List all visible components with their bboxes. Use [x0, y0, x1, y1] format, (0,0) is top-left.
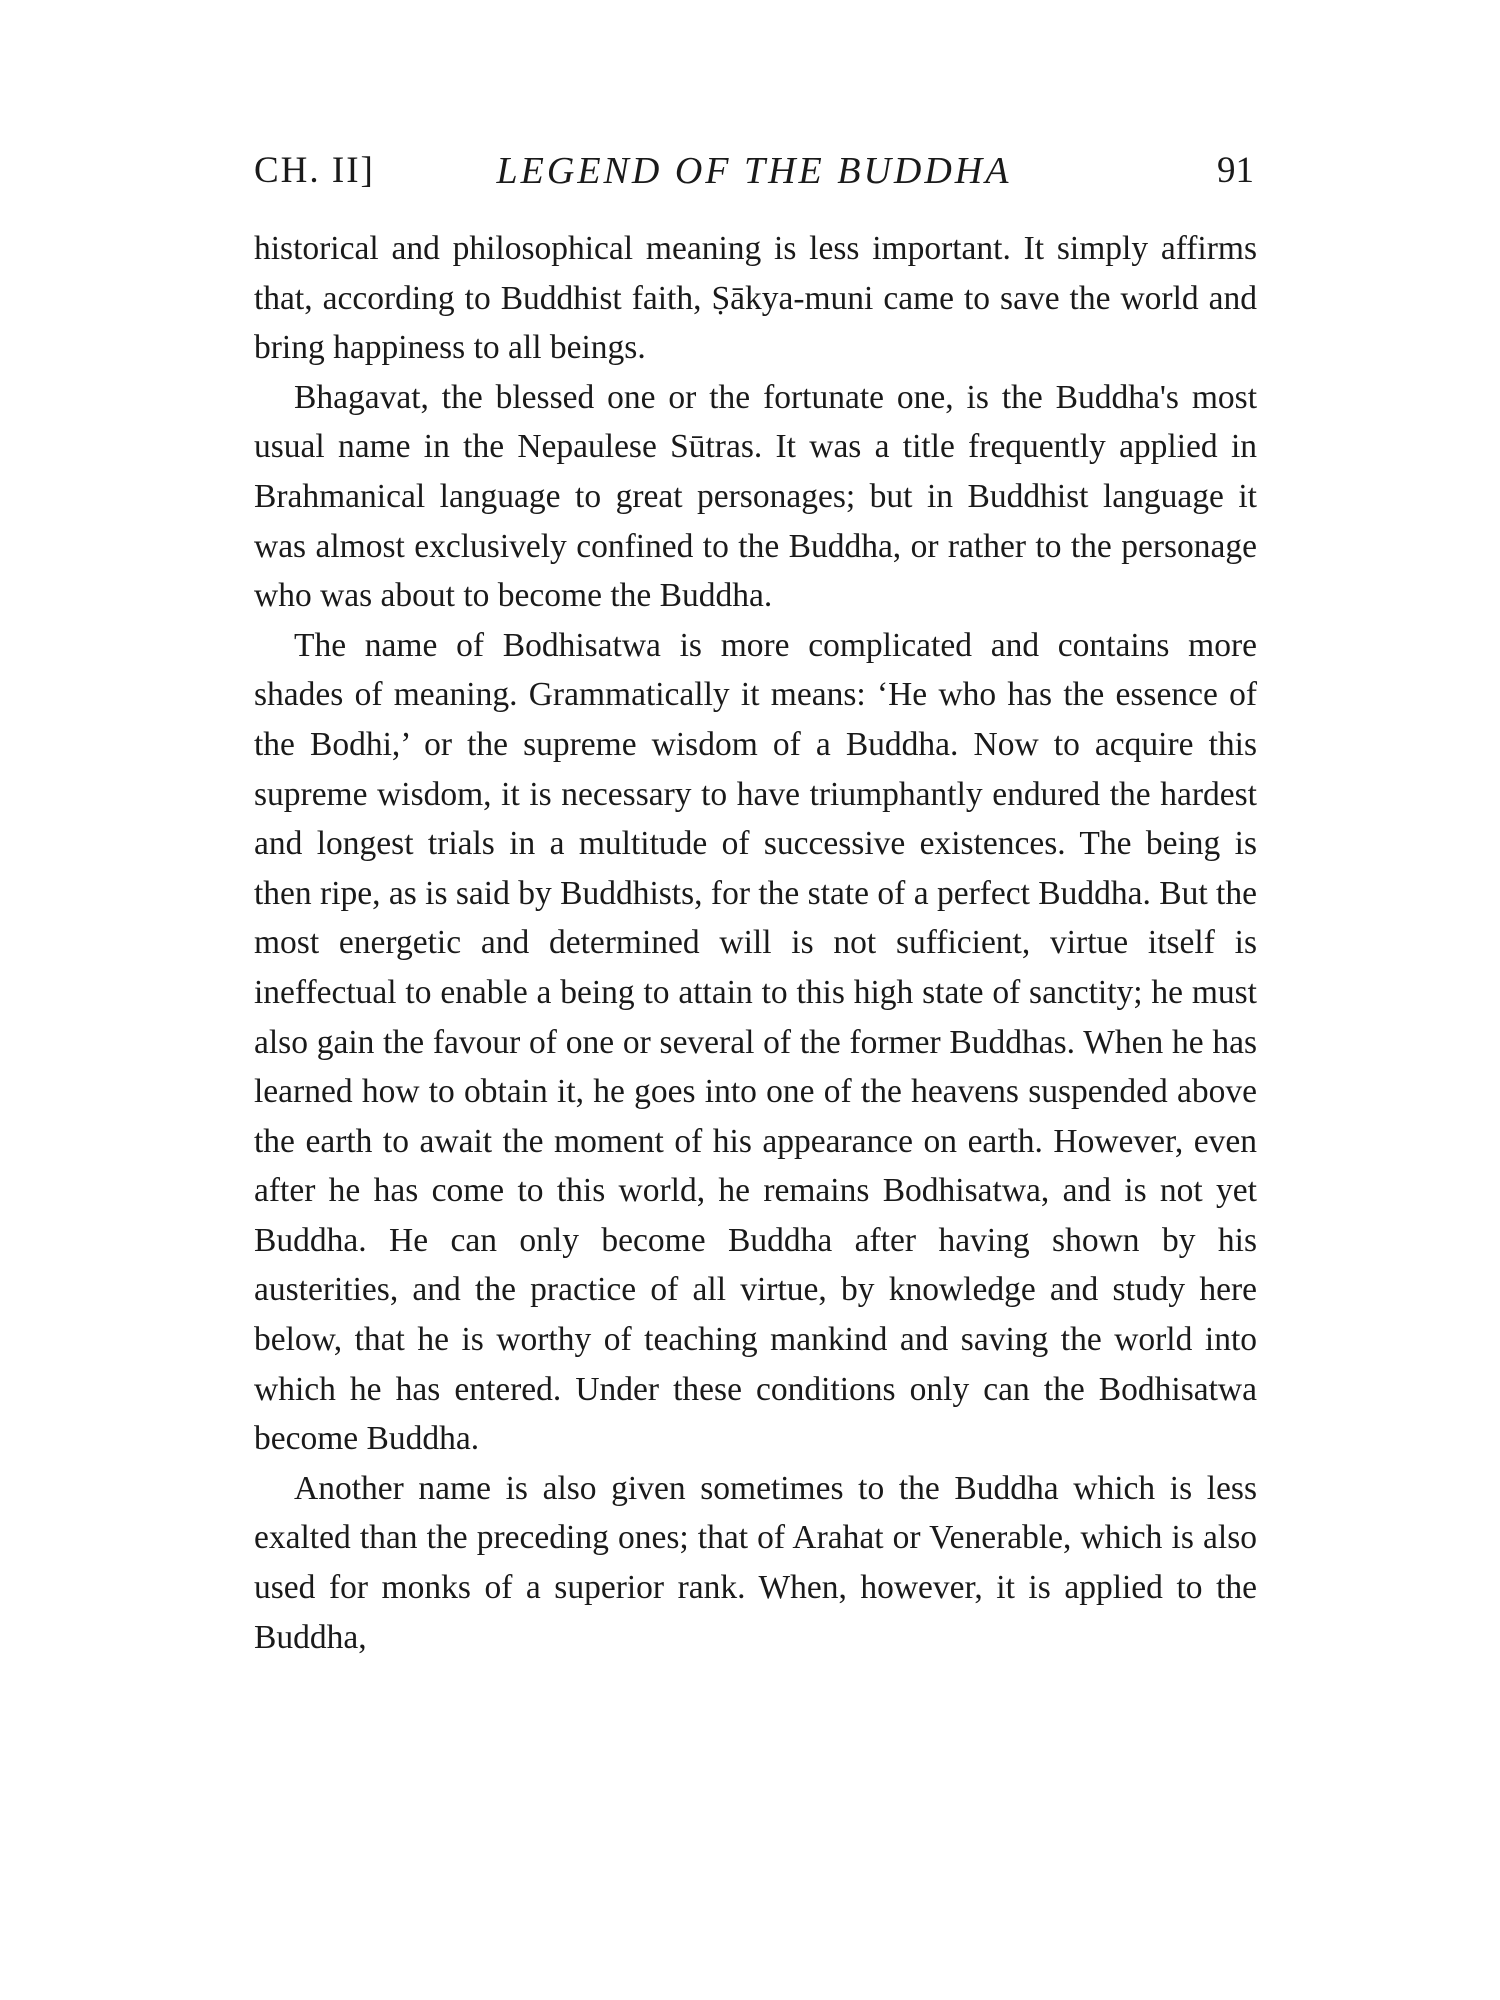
- body-text: [254, 224, 1257, 1662]
- paragraph-2: Bhagavat, the blessed one or the fortunate one, is the Buddha's most usual name in the Nepaulese Sūtras. It was a title frequently applied in Brahmanical language to great personages; but in Buddhist language it was almost exclusively confined to the Buddha, or rather to the personage who was about to become the Buddha.: [254, 378, 1257, 615]
- paragraph-3: The name of Bodhisatwa is more complicated and contains more shades of meaning. Grammatically it means: ‘He who has the essence of the Bodhi,’ or the supreme wisdom of a Buddha. Now to acquire this supreme wisdom, it is necessary to have triumphantly endured the hardest and longest trials in a multitude of successive existences. The being is then ripe, as is said by Buddhists, for the state of a perfect Buddha. But the most energetic and determined will is not sufficient, virtue itself is ineffectual to enable a being to attain to this high state of sanctity; he must also gain the favour of one or several of the former Buddhas. When he has learned how to obtain it, he goes into one of the heavens suspended above the earth to await the moment of his appearance on earth. However, even after he has come to this world, he remains Bodhisatwa, and is not yet Buddha. He can only become Buddha after having shown by his austerities, and the practice of all virtue, by knowledge and study here below, that he is worthy of teaching mankind and saving the world into which he has entered. Under these conditions only can the Bodhisatwa become Buddha.: [254, 626, 1257, 1458]
- page-number: 91: [1217, 150, 1254, 191]
- paragraph-1: historical and philosophical meaning is less important. It simply affirms that, according to Buddhist faith, Ṣākya-muni came to save the world and bring happiness to all beings.: [254, 230, 1257, 367]
- running-header: [254, 145, 1254, 197]
- running-title: LEGEND OF THE BUDDHA: [496, 150, 1012, 192]
- paragraph-4: Another name is also given sometimes to the Buddha which is less exalted than the preceding ones; that of Arahat or Venerable, which is also used for monks of a superior rank. When, however, it is applied to the Buddha,: [254, 1469, 1257, 1656]
- chapter-marker: CH. II]: [254, 150, 375, 191]
